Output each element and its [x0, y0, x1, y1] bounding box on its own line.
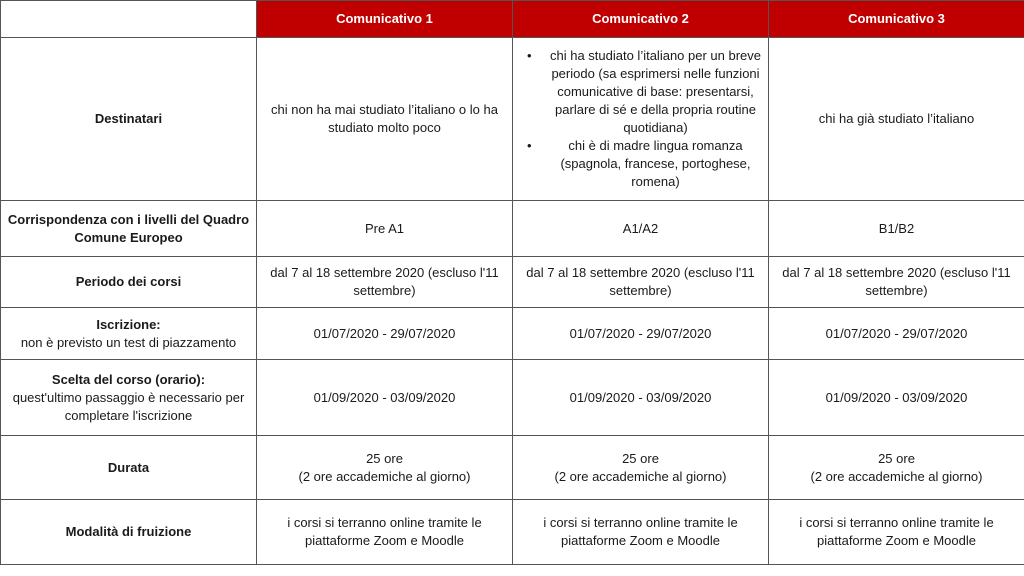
- durata-detail: (2 ore accademiche al giorno): [810, 468, 983, 484]
- row-scelta: [1, 360, 1024, 436]
- list-item: • chi è di madre lingua romanza (spagnola, francese, portoghese, romena): [541, 137, 762, 191]
- column-header-comunicativo-2: Comunicativo 2: [513, 1, 769, 38]
- row-label-iscrizione: [1, 308, 257, 360]
- durata-hours: 25 ore: [622, 450, 659, 466]
- cell-iscrizione-1: 01/07/2020 - 29/07/2020: [257, 308, 513, 360]
- cell-durata-3: [769, 436, 1024, 500]
- durata-hours: 25 ore: [878, 450, 915, 466]
- row-periodo: [1, 257, 1024, 308]
- row-label-scelta: [1, 360, 257, 436]
- row-label-periodo: Periodo dei corsi: [1, 257, 257, 308]
- cell-modalita-3: i corsi si terranno online tramite le piattaforme Zoom e Moodle: [769, 500, 1024, 565]
- row-destinatari: [1, 38, 1024, 201]
- list-item: • chi ha studiato l’italiano per un breve periodo (sa esprimersi nelle funzioni comunicative di base: presentarsi, parlare di sé e della propria routine quotidiana): [541, 47, 762, 137]
- scelta-subtitle: quest'ultimo passaggio è necessario per completare l'iscrizione: [12, 389, 245, 423]
- corner-cell: [1, 1, 257, 38]
- row-iscrizione: [1, 308, 1024, 360]
- row-label-durata: Durata: [1, 436, 257, 500]
- cell-iscrizione-3: 01/07/2020 - 29/07/2020: [769, 308, 1024, 360]
- column-header-comunicativo-1: Comunicativo 1: [257, 1, 513, 38]
- cell-modalita-1: i corsi si terranno online tramite le piattaforme Zoom e Moodle: [257, 500, 513, 565]
- cell-periodo-2: dal 7 al 18 settembre 2020 (escluso l'11 settembre): [513, 257, 769, 308]
- destinatari-2-list: [519, 47, 762, 191]
- cell-corrispondenza-1: Pre A1: [257, 201, 513, 257]
- scelta-title: Scelta del corso (orario):: [51, 371, 206, 387]
- cell-destinatari-3: chi ha già studiato l’italiano: [769, 38, 1024, 201]
- cell-iscrizione-2: 01/07/2020 - 29/07/2020: [513, 308, 769, 360]
- cell-destinatari-1: chi non ha mai studiato l’italiano o lo ha studiato molto poco: [257, 38, 513, 201]
- durata-hours: 25 ore: [366, 450, 403, 466]
- iscrizione-title: Iscrizione:: [96, 316, 161, 332]
- cell-durata-1: [257, 436, 513, 500]
- cell-corrispondenza-2: A1/A2: [513, 201, 769, 257]
- iscrizione-subtitle: non è previsto un test di piazzamento: [20, 334, 237, 350]
- row-durata: [1, 436, 1024, 500]
- cell-scelta-2: 01/09/2020 - 03/09/2020: [513, 360, 769, 436]
- column-header-comunicativo-3: Comunicativo 3: [769, 1, 1024, 38]
- row-label-modalita: Modalità di fruizione: [1, 500, 257, 565]
- durata-detail: (2 ore accademiche al giorno): [554, 468, 727, 484]
- row-corrispondenza: [1, 201, 1024, 257]
- cell-scelta-1: 01/09/2020 - 03/09/2020: [257, 360, 513, 436]
- cell-corrispondenza-3: B1/B2: [769, 201, 1024, 257]
- row-label-corrispondenza: Corrispondenza con i livelli del Quadro Comune Europeo: [1, 201, 257, 257]
- durata-detail: (2 ore accademiche al giorno): [298, 468, 471, 484]
- cell-destinatari-2: [513, 38, 769, 201]
- cell-durata-2: [513, 436, 769, 500]
- cell-periodo-3: dal 7 al 18 settembre 2020 (escluso l'11 settembre): [769, 257, 1024, 308]
- cell-modalita-2: i corsi si terranno online tramite le piattaforme Zoom e Moodle: [513, 500, 769, 565]
- row-label-destinatari: Destinatari: [1, 38, 257, 201]
- cell-scelta-3: 01/09/2020 - 03/09/2020: [769, 360, 1024, 436]
- row-modalita: [1, 500, 1024, 565]
- cell-periodo-1: dal 7 al 18 settembre 2020 (escluso l'11 settembre): [257, 257, 513, 308]
